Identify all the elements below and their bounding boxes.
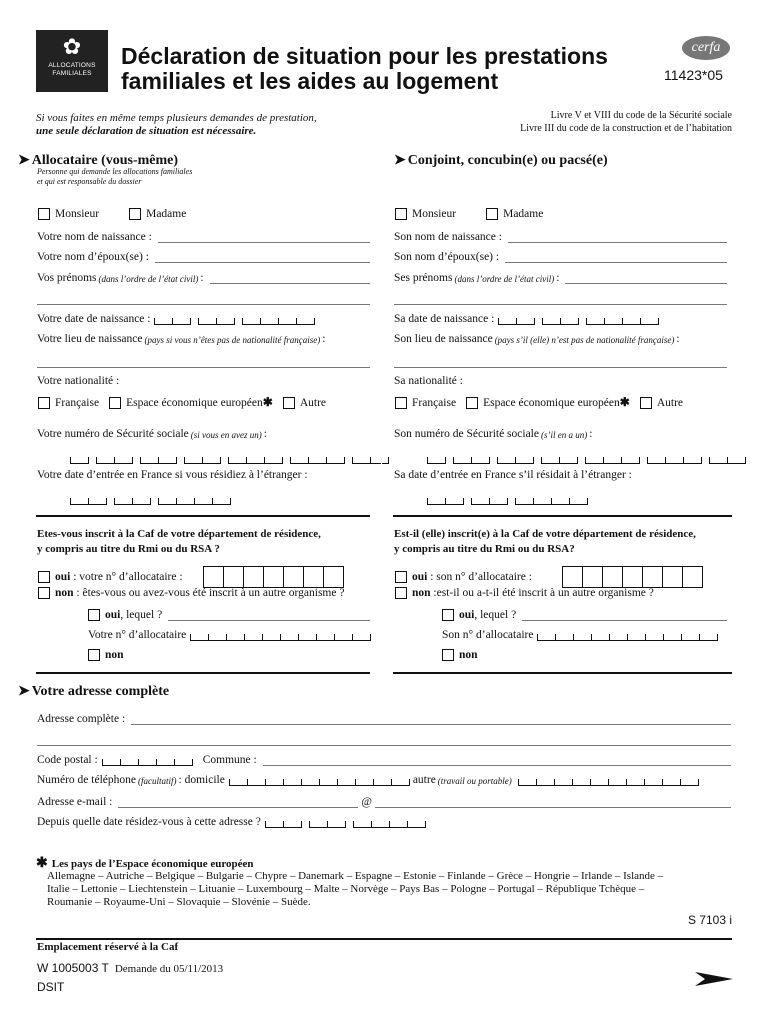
cerfa-logo: cerfa bbox=[682, 36, 730, 60]
conjoint-autre-organisme-non-checkbox[interactable] bbox=[442, 649, 454, 661]
conjoint-eee-checkbox[interactable] bbox=[466, 397, 478, 409]
eee-country-list: Allemagne – Autriche – Belgique – Bulgarie – Chypre – Danemark – Espagne – Estonie – Finlande – Grèce – Hongrie – Irlande – Islande – Italie – Lettonie – Liechtenstein – Lituanie – Luxembourg – Malte – Norvège – Pays Bas – Pologne – Portugal – République Tchèque – Roumanie – Royaume-Uni – Slovaquie – Slovénie – Suède. bbox=[47, 870, 664, 908]
autre-organisme-non-checkbox[interactable] bbox=[88, 649, 100, 661]
conjoint-nom-naissance-field[interactable] bbox=[508, 230, 727, 243]
divider bbox=[36, 938, 732, 940]
conjoint-section-title: ➤ Conjoint, concubin(e) ou pacsé(e) bbox=[394, 152, 608, 168]
caf-question: Etes-vous inscrit à la Caf de votre département de résidence, y compris au titre du Rmi ou du RSA ? bbox=[37, 528, 321, 555]
monsieur-checkbox[interactable] bbox=[38, 208, 50, 220]
conjoint-nom-epoux-field[interactable] bbox=[505, 250, 727, 263]
secu-field[interactable] bbox=[66, 451, 396, 469]
telephone-autre-field[interactable] bbox=[518, 779, 699, 786]
asterisk-icon: ✱ bbox=[36, 856, 48, 871]
logo-text: ALLOCATIONS FAMILIALES bbox=[48, 62, 96, 77]
autre-numero-allocataire-field[interactable] bbox=[190, 634, 371, 641]
eee-list-title: ✱ Les pays de l’Espace économique européen bbox=[36, 856, 254, 871]
page-title: Déclaration de situation pour les prestations familiales et les aides au logement bbox=[121, 43, 608, 94]
madame-checkbox[interactable] bbox=[129, 208, 141, 220]
conjoint-madame-checkbox[interactable] bbox=[486, 208, 498, 220]
date-entree-field[interactable] bbox=[66, 492, 238, 510]
family-emblem-icon: ✿ bbox=[62, 34, 82, 59]
allocataire-civility: Monsieur Madame bbox=[38, 207, 200, 225]
conjoint-lieu-naissance-field[interactable] bbox=[394, 355, 727, 368]
nom-naissance-field[interactable] bbox=[158, 230, 370, 243]
intro-text: Si vous faites en même temps plusieurs demandes de prestation, une seule déclaration de situation est nécessaire. bbox=[36, 112, 317, 137]
legal-reference: Livre V et VIII du code de la Sécurité sociale Livre III du code de la construction et de l’habitation bbox=[520, 110, 732, 134]
conjoint-secu-field[interactable] bbox=[423, 451, 753, 469]
commune-field[interactable] bbox=[263, 753, 731, 766]
eee-checkbox[interactable] bbox=[109, 397, 121, 409]
caf-oui-checkbox[interactable] bbox=[38, 571, 50, 583]
allocataire-nationality: Française Espace économique européen ✱ Autre bbox=[38, 395, 340, 414]
arrow-right-icon: ➤ bbox=[394, 153, 406, 168]
conjoint-caf-oui-checkbox[interactable] bbox=[395, 571, 407, 583]
conjoint-numero-allocataire-field[interactable] bbox=[562, 566, 703, 588]
date-residence-field[interactable] bbox=[265, 821, 433, 828]
autre-checkbox[interactable] bbox=[283, 397, 295, 409]
form-code: S 7103 i bbox=[687, 913, 732, 927]
adresse-field-2[interactable] bbox=[37, 733, 731, 746]
code-postal-field[interactable] bbox=[102, 759, 193, 766]
organisme-field[interactable] bbox=[168, 608, 370, 621]
prenoms-field-2[interactable] bbox=[37, 292, 370, 305]
cerfa-number: 11423*05 bbox=[664, 67, 723, 83]
prenoms-field[interactable] bbox=[210, 271, 370, 284]
conjoint-prenoms-field[interactable] bbox=[565, 271, 727, 284]
conjoint-civility: Monsieur Madame bbox=[395, 207, 557, 225]
conjoint-organisme-field[interactable] bbox=[522, 608, 727, 621]
autre-organisme-oui-checkbox[interactable] bbox=[88, 609, 100, 621]
conjoint-autre-organisme-oui-checkbox[interactable] bbox=[442, 609, 454, 621]
conjoint-monsieur-checkbox[interactable] bbox=[395, 208, 407, 220]
arrow-right-icon: ➤ bbox=[18, 684, 30, 699]
nom-epoux-field[interactable] bbox=[155, 250, 370, 263]
conjoint-francaise-checkbox[interactable] bbox=[395, 397, 407, 409]
conjoint-nationality: Française Espace économique européen ✱ Autre bbox=[395, 395, 697, 414]
divider bbox=[36, 672, 370, 674]
adresse-field[interactable] bbox=[131, 712, 731, 725]
conjoint-caf-question: Est-il (elle) inscrit(e) à la Caf de votre département de résidence, y compris au titre du Rmi ou du RSA? bbox=[394, 528, 696, 555]
conjoint-prenoms-field-2[interactable] bbox=[394, 292, 727, 305]
caf-non-checkbox[interactable] bbox=[38, 587, 50, 599]
lieu-naissance-field[interactable] bbox=[37, 355, 370, 368]
divider bbox=[36, 515, 370, 517]
divider bbox=[393, 672, 732, 674]
adresse-section-title: ➤ Votre adresse complète bbox=[18, 683, 170, 699]
divider bbox=[393, 515, 732, 517]
email-domain-field[interactable] bbox=[375, 795, 731, 808]
conjoint-autre-numero-allocataire-field[interactable] bbox=[537, 634, 718, 641]
telephone-domicile-field[interactable] bbox=[229, 779, 410, 786]
numero-allocataire-field[interactable] bbox=[203, 566, 344, 588]
conjoint-caf-non-checkbox[interactable] bbox=[395, 587, 407, 599]
next-page-arrow-icon bbox=[695, 970, 733, 993]
arrow-right-icon: ➤ bbox=[18, 153, 30, 168]
caf-logo bbox=[36, 30, 108, 92]
allocataire-section-title: ➤ Allocataire (vous-même) bbox=[18, 152, 179, 168]
conjoint-date-entree-field[interactable] bbox=[423, 492, 595, 510]
conjoint-date-naissance-field[interactable] bbox=[498, 318, 666, 325]
allocataire-subtitle: Personne qui demande les allocations familiales et qui est responsable du dossier bbox=[37, 167, 193, 186]
francaise-checkbox[interactable] bbox=[38, 397, 50, 409]
conjoint-autre-checkbox[interactable] bbox=[640, 397, 652, 409]
dsit-label: DSIT bbox=[37, 980, 65, 994]
email-user-field[interactable] bbox=[118, 795, 358, 808]
date-naissance-field[interactable] bbox=[154, 318, 322, 325]
reference-line: W 1005003 T Demande du 05/11/2013 bbox=[37, 961, 224, 975]
reserve-caf-label: Emplacement réservé à la Caf bbox=[37, 941, 179, 953]
